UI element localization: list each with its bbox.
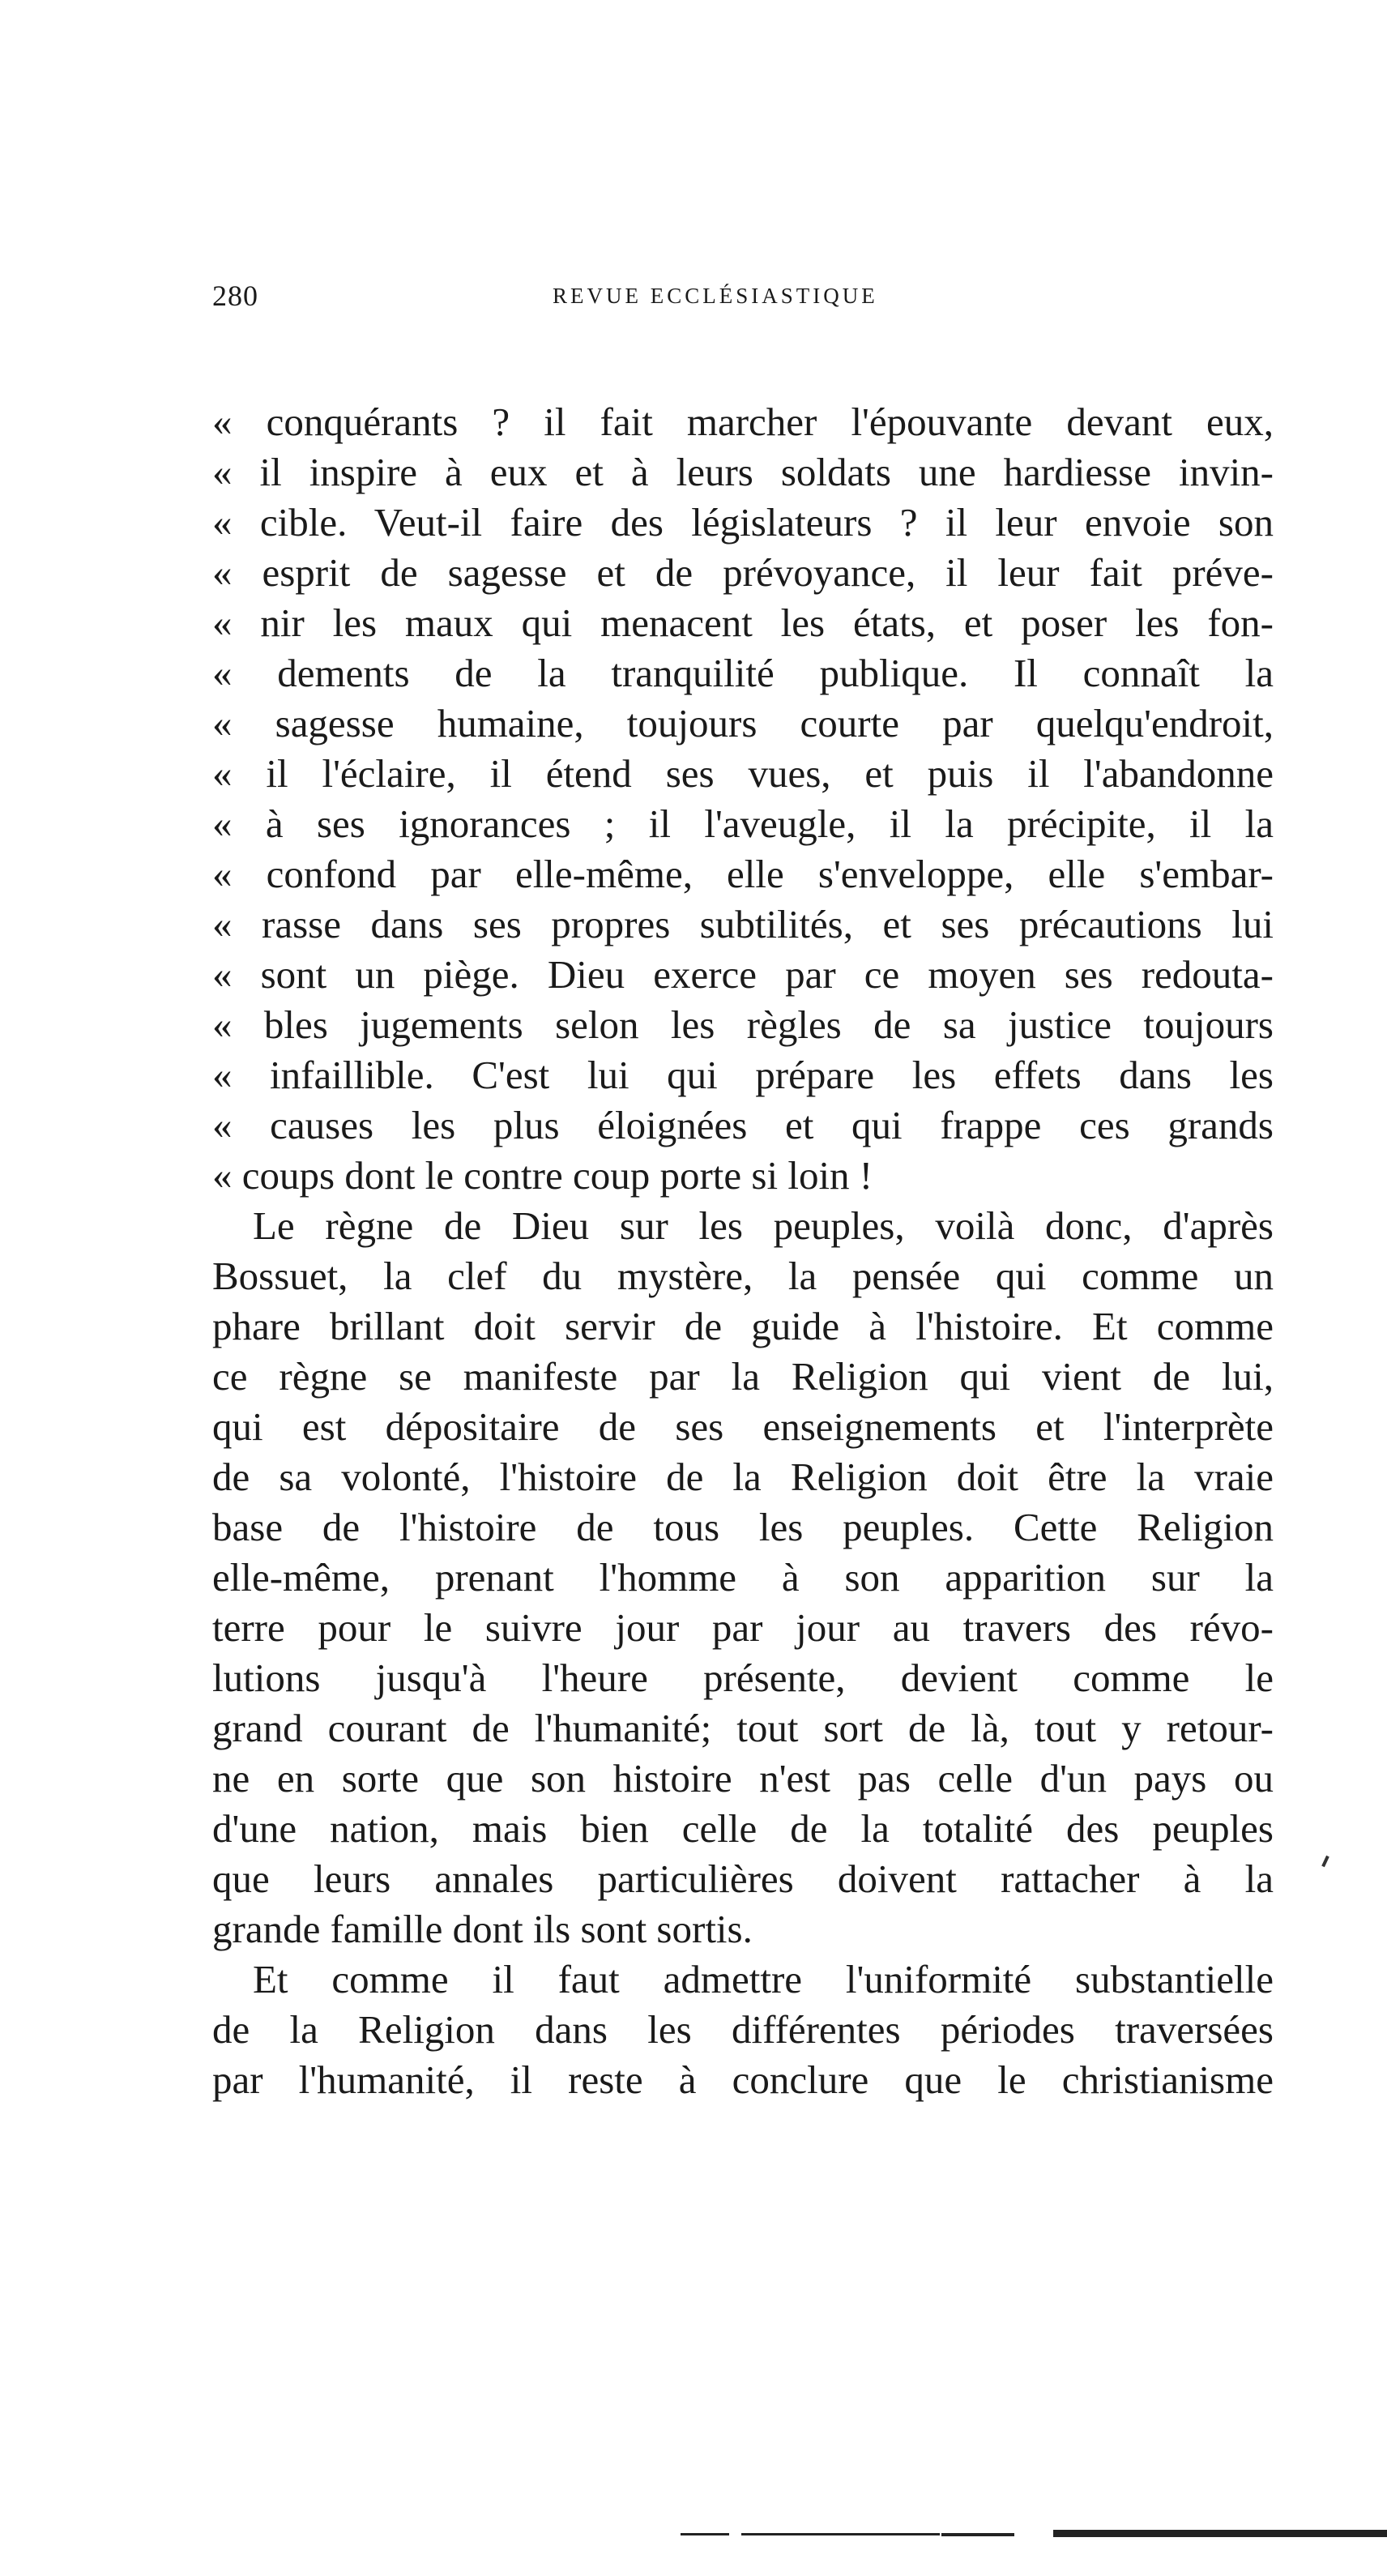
paragraph-start: Le règne de Dieu sur les peuples, voilà donc, d'après <box>253 1203 1274 1248</box>
text-line: ne en sorte que son histoire n'est pas celle d'un pays ou <box>212 1756 1274 1801</box>
text-line: de la Religion dans les différentes périodes traversées <box>212 2007 1274 2052</box>
paragraph-start: Et comme il faut admettre l'uniformité substantielle <box>253 1957 1274 2001</box>
text-line: « bles jugements selon les règles de sa justice toujours <box>212 1002 1274 1047</box>
text-line: phare brillant doit servir de guide à l'histoire. Et comme <box>212 1304 1274 1348</box>
page-number: 280 <box>212 280 258 312</box>
text-line: Bossuet, la clef du mystère, la pensée qui comme un <box>212 1254 1274 1298</box>
running-title: REVUE ECCLÉSIASTIQUE <box>553 284 878 308</box>
text-line: « nir les maux qui menacent les états, et poser les fon- <box>212 600 1274 645</box>
text-line: lutions jusqu'à l'heure présente, devient comme le <box>212 1655 1274 1700</box>
text-line: par l'humanité, il reste à conclure que le christianisme <box>212 2057 1274 2102</box>
margin-mark <box>1321 1856 1329 1867</box>
running-head <box>212 279 1274 319</box>
text-line: base de l'histoire de tous les peuples. Cette Religion <box>212 1505 1274 1549</box>
text-line: « causes les plus éloignées et qui frappe ces grands <box>212 1103 1274 1147</box>
text-line: « sont un piège. Dieu exerce par ce moyen ses redouta- <box>212 952 1274 997</box>
text-line: qui est dépositaire de ses enseignements et l'interprète <box>212 1404 1274 1449</box>
bottom-rule-fragment <box>741 2533 940 2535</box>
text-line: elle-même, prenant l'homme à son apparition sur la <box>212 1555 1274 1600</box>
text-line: grande famille dont ils sont sortis. <box>212 1907 753 1951</box>
text-line: « sagesse humaine, toujours courte par quelqu'endroit, <box>212 701 1274 745</box>
text-line: « il inspire à eux et à leurs soldats une hardiesse invin- <box>212 450 1274 494</box>
text-line: « il l'éclaire, il étend ses vues, et puis il l'abandonne <box>212 751 1274 796</box>
text-line: « confond par elle-même, elle s'enveloppe, elle s'embar- <box>212 852 1274 896</box>
text-line: « conquérants ? il fait marcher l'épouvante devant eux, <box>212 399 1274 444</box>
text-line: grand courant de l'humanité; tout sort de là, tout y retour- <box>212 1706 1274 1750</box>
text-line: « rasse dans ses propres subtilités, et ses précautions lui <box>212 902 1274 946</box>
text-line: « à ses ignorances ; il l'aveugle, il la précipite, il la <box>212 801 1274 846</box>
text-line: que leurs annales particulières doivent rattacher à la <box>212 1856 1274 1901</box>
text-line: terre pour le suivre jour par jour au travers des révo- <box>212 1605 1274 1650</box>
text-line: « cible. Veut-il faire des législateurs ? il leur envoie son <box>212 500 1274 545</box>
text-line: ce règne se manifeste par la Religion qui vient de lui, <box>212 1354 1274 1399</box>
body-text <box>212 397 1274 2105</box>
text-line: d'une nation, mais bien celle de la totalité des peuples <box>212 1806 1274 1851</box>
text-line: de sa volonté, l'histoire de la Religion doit être la vraie <box>212 1455 1274 1499</box>
bottom-rule-fragment <box>681 2533 729 2535</box>
text-line: « esprit de sagesse et de prévoyance, il leur fait préve- <box>212 550 1274 595</box>
text-line: « infaillible. C'est lui qui prépare les effets dans les <box>212 1053 1274 1097</box>
text-line: « coups dont le contre coup porte si loin ! <box>212 1153 873 1198</box>
text-line: « dements de la tranquilité publique. Il connaît la <box>212 651 1274 695</box>
bottom-rule-fragment <box>941 2533 1014 2536</box>
bottom-rule <box>1053 2530 1387 2537</box>
